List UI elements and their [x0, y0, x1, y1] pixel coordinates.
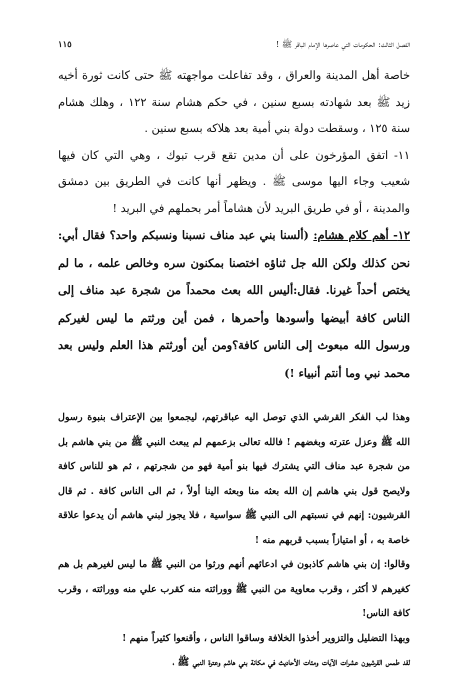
paragraph-context: خاصة أهل المدينة والعراق ، وقد تفاعلت مواجهته ﷺ حتى كانت ثورة أخيه زيد ﷺ بعد شهادته بسبع سنين ، في حكم هشام سنة ١٢٢ ، وهلك هشام سنة ١٢٥ ، وسقطت دولة بني أمية بعد هلاكه بسبع سنين . [58, 69, 410, 135]
note-12-text: (ألسنا بني عبد مناف نسبنا ونسبكم واحد؟ فقال أبي: نحن كذلك ولكن الله جل ثناؤه اختصنا بمكنون سره وخالص علمه ، ما لم يختص أحداً غيرنا. فقال:أليس الله بعث محمداً من شجرة عبد مناف إلى الناس كافة أبيضها وأسودها وأحمرها ، فمن أين ورثتم ما ليس لغيركم ورسول الله مبعوث إلى الناس كافة؟ومن أين أورثتم هذا العلم وليس بعد محمد نبي وما أنتم أنبياء !) [58, 228, 410, 380]
note-12-label: ١٢- أهم كلام هشام: [313, 228, 410, 242]
note-12 [58, 222, 410, 387]
page-body [58, 63, 410, 387]
commentary-paragraph-3: وبهذا التضليل والتزوير أخذوا الخلافة وساقوا الناس ، وأقنعوا كثيراً منهم ! [122, 632, 410, 644]
commentary-block [58, 406, 410, 676]
page-number: ١١٥ [58, 40, 72, 50]
commentary-paragraph-2: وقالوا: إن بني هاشم كاذبون في ادعائهم أنهم ورثوا من النبي ﷺ ما ليس لغيرهم بل هم كغيرهم لا أكثر ، وقرب معاوية من النبي ﷺ ووراثته منه كقرب علي منه ووراثته ، وقرب كافة الناس! [58, 559, 410, 619]
running-title: الفصل الثالث: الحكومات التي عاصرها الإمام الباقر ﷺ ! [275, 40, 410, 50]
note-11: ١١- اتفق المؤرخون على أن مدين تقع قرب تبوك ، وهي التي كان فيها شعيب وجاء اليها موسى ﷺ . ويظهر أنها كانت في الطريق بين دمشق والمدينة ، أو في طريق البريد لأن هشاماً أمر بحملهم في البريد ! [58, 148, 410, 215]
commentary-paragraph-1: وهذا لب الفكر القرشي الذي توصل اليه عباقرتهم، ليجمعوا بين الإعتراف بنبوة رسول الله ﷺ وعزل عترته وبغضهم ! فالله تعالى بزعمهم لم يبعث النبي ﷺ من بني هاشم بل من شجرة عبد مناف التي يشترك فيها بنو أمية فهو من شجرتهم ، ثم هو للناس كافة ولايصح قول بني هاشم إن الله بعثه منا وبعثه الينا أولاً ، ثم الى الناس كافة . ثم قال القرشيون: إنهم في نسبتهم الى النبي ﷺ سواسية ، فلا يجوز لبني هاشم أن يدعوا علاقة خاصة به ، أو امتيازاً بسبب قربهم منه ! [58, 412, 410, 546]
commentary-paragraph-4: لقد طمس القرشيون عشرات الآيات ومئات الأحاديث في مكانة بني هاشم وعترة النبي ﷺ ، [172, 657, 410, 668]
page-header [58, 40, 410, 52]
